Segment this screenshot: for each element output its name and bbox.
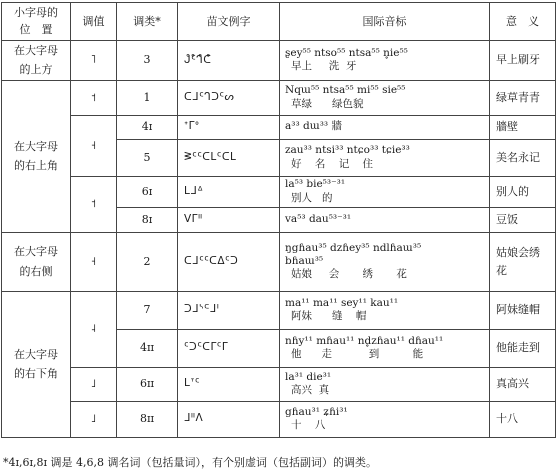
tone-type: 6ɪɪ	[117, 367, 178, 401]
ipa-cell	[280, 80, 490, 115]
table-row	[2, 41, 556, 81]
table-row	[2, 176, 556, 207]
tone-table	[1, 2, 556, 438]
tone-type: 8ɪ	[117, 207, 178, 232]
ipa-line-2: bɦaɯ³⁵	[285, 254, 324, 267]
ipa-line: nɦy¹¹ mɦau¹¹ nd̥zɦau¹¹ dɦau¹¹	[285, 334, 444, 347]
ipa-line: gɦau³¹ ʑɦi³¹	[285, 405, 348, 418]
miao-example: ᑦᑐᑦᑕᒥᑦᒥ	[178, 329, 280, 367]
meaning: 真高兴	[490, 367, 556, 401]
meaning: 绿草青青	[490, 80, 556, 115]
ipa-gloss: 草绿 绿色貌	[291, 97, 364, 110]
tone-type: 1	[117, 80, 178, 115]
header-position: 小字母的 位 置	[2, 3, 71, 41]
header-example: 苗文例字	[178, 3, 280, 41]
ipa-cell	[280, 401, 490, 437]
table-row	[2, 401, 556, 437]
table-row	[2, 80, 556, 115]
meaning: 别人的	[490, 176, 556, 207]
tone-type: 4ɪɪ	[117, 329, 178, 367]
tone-type: 5	[117, 139, 178, 176]
ipa-cell	[280, 329, 490, 367]
miao-example: ᒍ̊ᑦ̊ᒉ̊ᑕ̊	[178, 41, 280, 81]
tone-value: ˧	[71, 115, 117, 176]
meaning: 他能走到	[490, 329, 556, 367]
position-label: 在大字母 的右上角	[2, 80, 71, 232]
tone-type: 4ɪ	[117, 115, 178, 139]
table-row	[2, 232, 556, 291]
ipa-line: ʂey⁵⁵ ntso⁵⁵ ntsa⁵⁵ n̥ie⁵⁵	[285, 47, 408, 60]
miao-example: ᑐᒧᔅᒼᒧᑊ	[178, 291, 280, 329]
ipa-cell	[280, 176, 490, 207]
ipa-cell	[280, 367, 490, 401]
position-label: 在大字母 的上方	[2, 41, 71, 81]
ipa-gloss: 他 走 到 能	[291, 348, 424, 360]
header-meaning: 意 义	[490, 3, 556, 41]
miao-example: ᑕᒧᑦᑦᑕᐃᑦᑐ	[178, 232, 280, 291]
ipa-gloss: 十 八	[291, 419, 326, 431]
meaning: 牆壁	[490, 115, 556, 139]
ipa-gloss: 好 名 记 住	[291, 157, 374, 170]
table-row	[2, 115, 556, 139]
meaning: 豆饭	[490, 207, 556, 232]
miao-example: ᐯᒥᐦ	[178, 207, 280, 232]
meaning: 十八	[490, 401, 556, 437]
ipa-line: la⁵³ bie⁵³⁻³¹	[285, 178, 346, 191]
ipa-cell	[280, 41, 490, 81]
tone-value: ˦	[71, 176, 117, 232]
header-tone: 调值	[71, 3, 117, 41]
position-label: 在大字母 的右下角	[2, 291, 71, 437]
tone-value: ˦	[71, 80, 117, 115]
ipa-gloss: 姑娘 会 绣 花	[291, 268, 407, 281]
ipa-gloss: 别人 的	[291, 191, 333, 204]
header-ipa: 国际音标	[280, 3, 490, 41]
ipa-gloss: 阿妹 缝 帽	[291, 310, 367, 322]
tone-value: ˨	[71, 291, 117, 367]
miao-example: ᒪᒧᐞ	[178, 176, 280, 207]
tone-value: ˩	[71, 401, 117, 437]
ipa-line: zau³³ ntsi³³ ntɕo³³ tɕie³³	[285, 144, 410, 157]
ipa-line: Nqɯ⁵⁵ ntsa⁵⁵ mi⁵⁵ sie⁵⁵	[285, 84, 406, 97]
header-type: 调类*	[117, 3, 178, 41]
tone-table-wrapper	[1, 2, 556, 438]
miao-example: ᕒᑦᑦᑕᒪᑦᑕᒪ	[178, 139, 280, 176]
ipa-gloss: 高兴 真	[291, 384, 330, 396]
ipa-cell	[280, 139, 490, 176]
miao-example: ᒧᐦᐱ	[178, 401, 280, 437]
tone-type: 8ɪɪ	[117, 401, 178, 437]
miao-example: ᒪᐪᑦ	[178, 367, 280, 401]
tone-value: ˩	[71, 367, 117, 401]
tone-type: 3	[117, 41, 178, 81]
meaning: 美名永记	[490, 139, 556, 176]
position-label: 在大字母 的右侧	[2, 232, 71, 291]
ipa-line: ma¹¹ ma¹¹ sey¹¹ kau¹¹	[285, 296, 399, 309]
tone-value: ˧	[71, 232, 117, 291]
ipa-gloss: 早上 洗 牙	[291, 60, 357, 73]
tone-value: ˥	[71, 41, 117, 81]
footnote: *4ɪ,6ɪ,8ɪ 调是 4,6,8 调名词（包括量词），有个别虚词（包括副词）的调类。	[3, 456, 378, 469]
ipa-line: va⁵³ dau⁵³⁻³¹	[285, 212, 352, 225]
tone-type: 6ɪ	[117, 176, 178, 207]
ipa-cell	[280, 291, 490, 329]
tone-type: 2	[117, 232, 178, 291]
ipa-cell	[280, 115, 490, 139]
ipa-cell	[280, 232, 490, 291]
table-row	[2, 291, 556, 329]
miao-example: ᐩᒥᐤ	[178, 115, 280, 139]
meaning: 阿妹缝帽	[490, 291, 556, 329]
ipa-line: la³¹ die³¹	[285, 370, 332, 383]
table-row	[2, 367, 556, 401]
ipa-cell	[280, 207, 490, 232]
ipa-line: ŋgɦau³⁵ dzɦey³⁵ ndlɦaɯ³⁵	[285, 241, 422, 254]
header-row	[2, 3, 556, 41]
meaning: 姑娘会绣 花	[490, 232, 556, 291]
ipa-line: a³³ dɯ³³ 牆	[285, 120, 342, 133]
meaning: 早上刷牙	[490, 41, 556, 81]
miao-example: ᑕᒧᑦᒉᑐᑦᔕ	[178, 80, 280, 115]
tone-type: 7	[117, 291, 178, 329]
